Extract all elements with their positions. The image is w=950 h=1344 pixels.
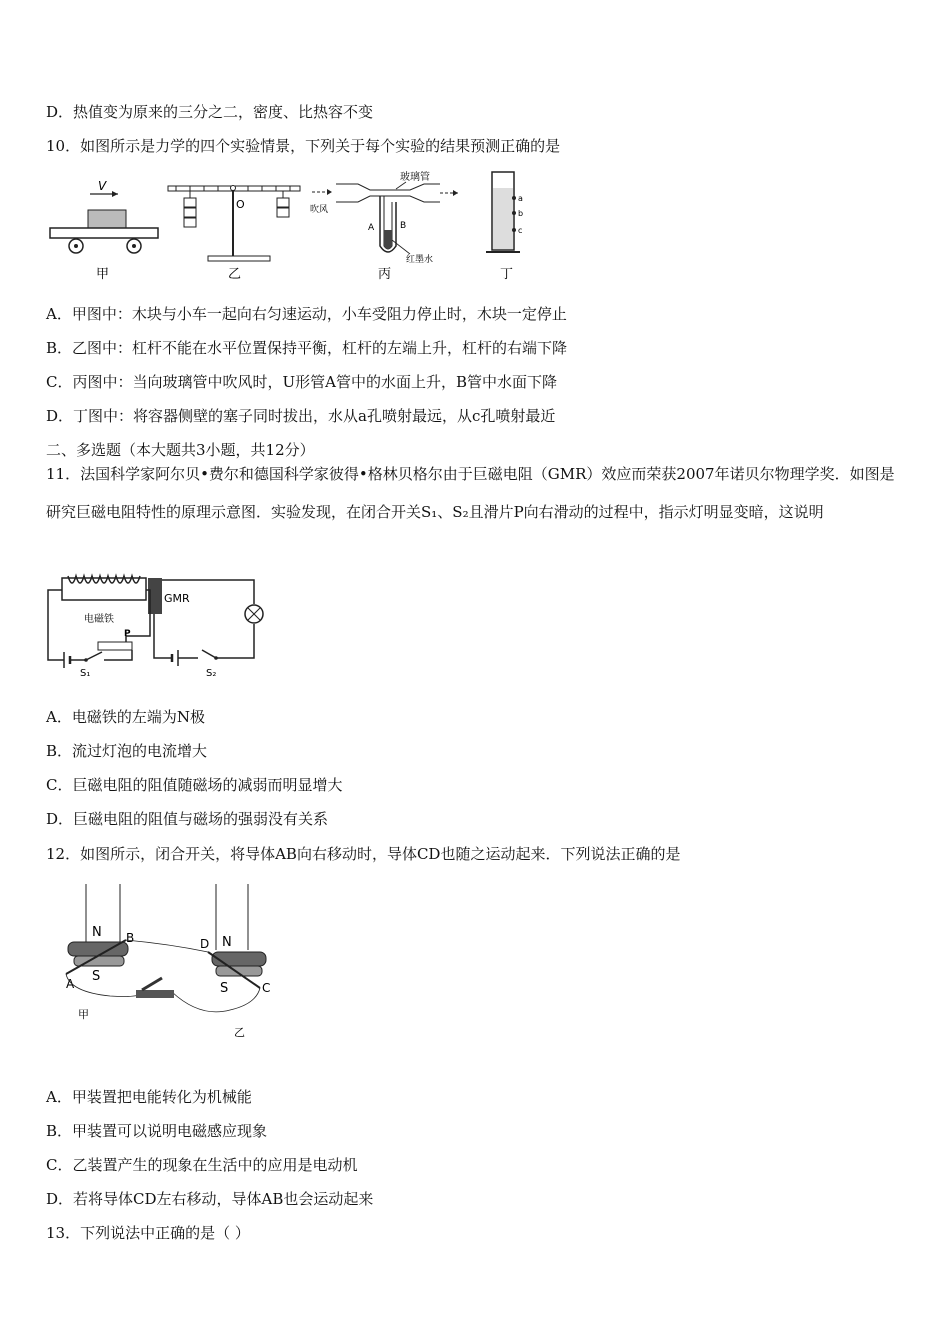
conductor-c-label: C <box>262 981 271 995</box>
q9-option-d: D．热值变为原来的三分之二，密度、比热容不变 <box>46 103 374 121</box>
gmr-label: GMR <box>164 592 190 605</box>
right-magnet-n-label: N <box>222 935 232 950</box>
figure-label-yi: 乙 <box>228 267 242 282</box>
device-yi-label: 乙 <box>234 1026 245 1039</box>
q10-figure <box>40 168 560 286</box>
electromagnet-label: 电磁铁 <box>84 614 114 625</box>
tube-b-label: B <box>400 221 407 231</box>
hole-a-label: a <box>518 194 523 203</box>
figure-label-ding: 丁 <box>500 267 514 282</box>
figure-ding-container <box>486 172 523 282</box>
section-title: 二、多选题（本大题共3小题，共12分） <box>46 441 315 459</box>
left-magnet-n-label: N <box>92 925 102 940</box>
q10-option-a: A．甲图中：木块与小车一起向右匀速运动，小车受阻力停止时，木块一定停止 <box>46 305 567 323</box>
hole-c-label: c <box>518 226 523 235</box>
conductor-b-label: B <box>126 931 135 945</box>
tube-a-label: A <box>368 223 375 233</box>
q11-option-d: D．巨磁电阻的阻值与磁场的强弱没有关系 <box>46 810 329 828</box>
figure-label-jia: 甲 <box>96 267 110 282</box>
conductor-d-label: D <box>200 937 210 951</box>
q11-stem: 11．法国科学家阿尔贝•费尔和德国科学家彼得•格林贝格尔由于巨磁电阻（GMR）效应而荣获2007年诺贝尔物理学奖．如图是研究巨磁电阻特性的原理示意图．实验发现，在闭合开关S₁、S₂且滑片P向右滑动的过程中，指示灯明显变暗，这说明 <box>46 465 895 521</box>
left-magnet-s-label: S <box>92 969 101 984</box>
q10-option-d: D．丁图中：将容器侧壁的塞子同时拔出，水从a孔喷射最远，从c孔喷射最近 <box>46 407 556 425</box>
q10-stem: 10．如图所示是力学的四个实验情景，下列关于每个实验的结果预测正确的是 <box>46 137 561 155</box>
device-jia-label: 甲 <box>78 1008 89 1021</box>
switch-s1-label: S₁ <box>80 668 91 679</box>
figure-bing-u-tube <box>310 170 458 282</box>
hole-b-label: b <box>518 209 524 218</box>
q12-stem: 12．如图所示，闭合开关，将导体AB向右移动时，导体CD也随之运动起来．下列说法正确的是 <box>46 845 681 863</box>
q11-option-a: A．电磁铁的左端为N极 <box>46 708 205 726</box>
figure-label-bing: 丙 <box>378 267 392 282</box>
q12-option-d: D．若将导体CD左右移动，导体AB也会运动起来 <box>46 1190 374 1208</box>
slider-p-label: P <box>124 629 131 639</box>
q11-option-c: C．巨磁电阻的阻值随磁场的减弱而明显增大 <box>46 776 343 794</box>
glass-tube-label: 玻璃管 <box>400 172 430 183</box>
conductor-a-label: A <box>66 977 75 991</box>
switch-s2-label: S₂ <box>206 668 217 679</box>
pivot-label: O <box>236 198 245 211</box>
q10-option-b: B．乙图中：杠杆不能在水平位置保持平衡，杠杆的左端上升，杠杆的右端下降 <box>46 339 568 357</box>
q12-option-c: C．乙装置产生的现象在生活中的应用是电动机 <box>46 1156 358 1174</box>
red-ink-label: 红墨水 <box>406 255 434 265</box>
figure-jia-cart <box>50 179 158 282</box>
figure-yi-lever <box>168 186 300 283</box>
q12-figure <box>50 880 290 1040</box>
velocity-label: V <box>98 179 107 193</box>
q11-option-b: B．流过灯泡的电流增大 <box>46 742 208 760</box>
right-magnet-s-label: S <box>220 981 229 996</box>
blow-label: 吹风 <box>310 205 329 215</box>
q11-circuit-figure <box>40 570 280 685</box>
q12-option-b: B．甲装置可以说明电磁感应现象 <box>46 1122 268 1140</box>
q13-stem: 13．下列说法中正确的是（ ） <box>46 1224 250 1242</box>
q10-option-c: C．丙图中：当向玻璃管中吹风时，U形管A管中的水面上升，B管中水面下降 <box>46 373 557 391</box>
q12-option-a: A．甲装置把电能转化为机械能 <box>46 1088 252 1106</box>
